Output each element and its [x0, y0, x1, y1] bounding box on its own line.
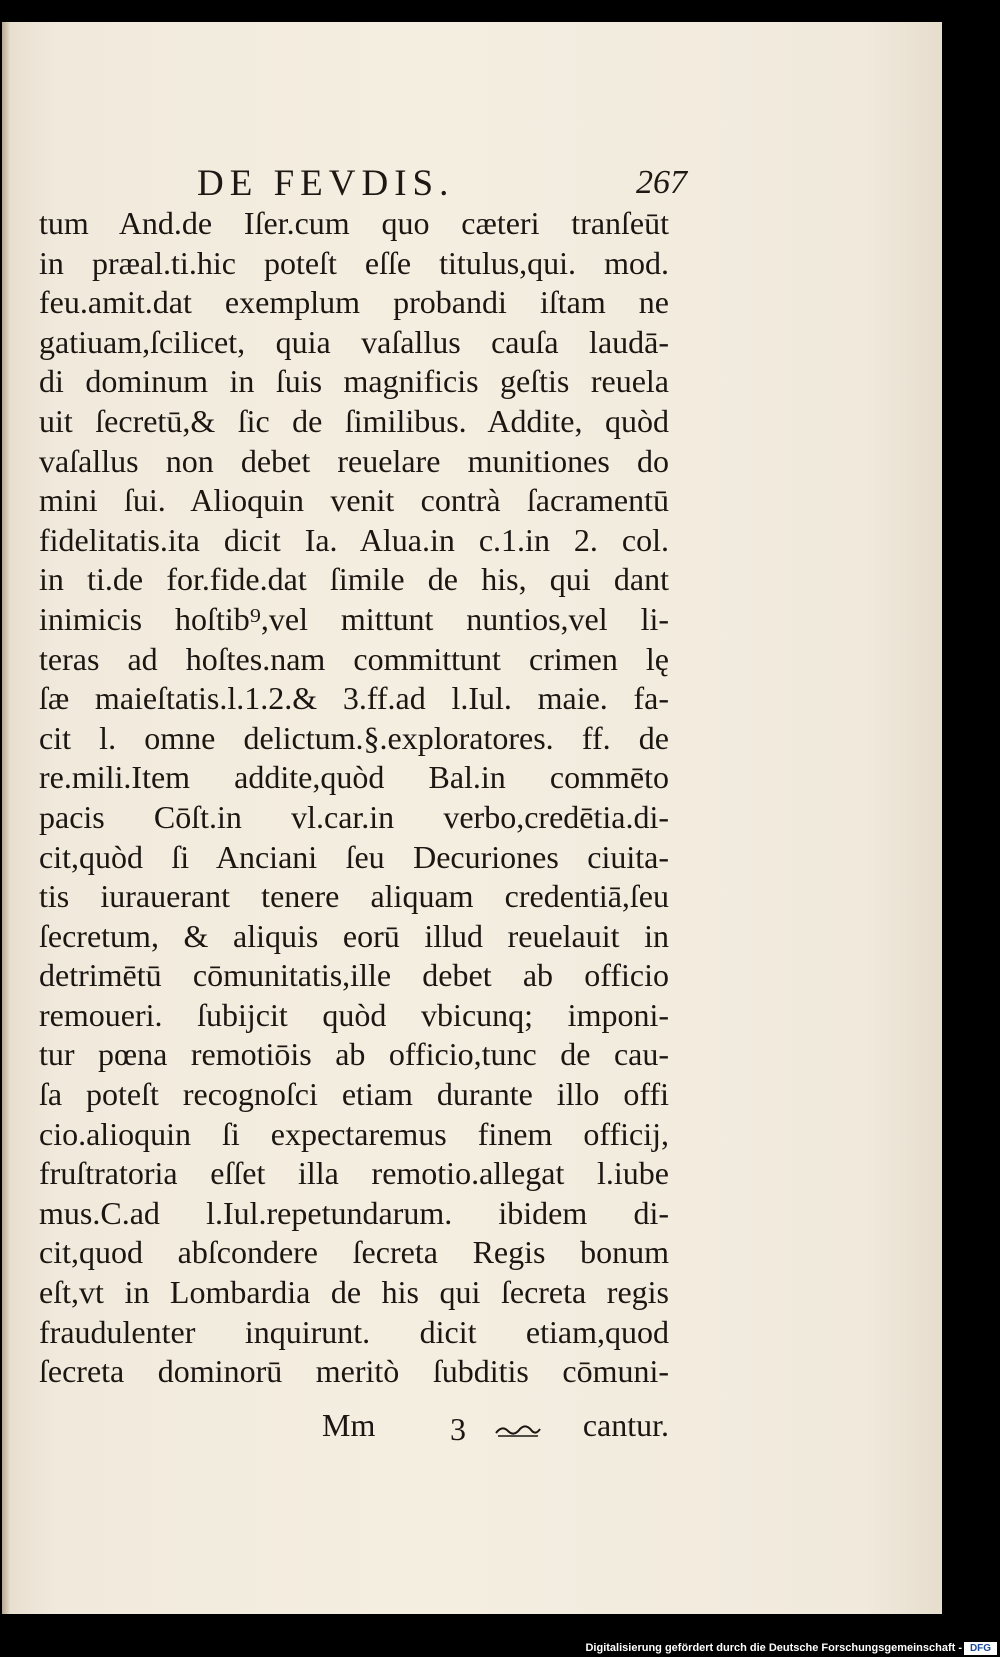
- text-line: mus.C.ad l.Iul.repetundarum. ibidem di-: [39, 1194, 669, 1231]
- text-line: ſecretum, & aliquis eorū illud reuelauit in: [39, 917, 669, 954]
- printers-ornament-icon: [494, 1423, 542, 1439]
- text-line: uit ſecretū,& ſic de ſimilibus. Addite, quòd: [39, 402, 669, 439]
- running-title: DE FEVDIS.: [197, 163, 455, 204]
- text-line: cit l. omne delictum.§.exploratores. ff. de: [39, 719, 669, 756]
- text-line: fruſtratoria eſſet illa remotio.allegat l.iube: [39, 1155, 669, 1192]
- text-line: pacis Cōſt.in vl.car.in verbo,credētia.di-: [39, 798, 669, 835]
- catchword: cantur.: [582, 1407, 669, 1443]
- page-footer: [322, 1407, 669, 1449]
- text-line: mini ſui. Alioquin venit contrà ſacramentū: [39, 482, 669, 519]
- dfg-logo: DFG: [964, 1642, 997, 1655]
- text-line: remoueri. ſubijcit quòd vbicunq; imponi-: [39, 996, 669, 1033]
- page-gutter-edge: [2, 22, 10, 1614]
- text-line: tis iurauerant tenere aliquam credentiā,ſeu: [39, 878, 669, 915]
- signature-number: 3: [450, 1411, 466, 1447]
- text-line: re.mili.Item addite,quòd Bal.in commēto: [39, 759, 669, 796]
- digitization-credit: Digitalisierung gefördert durch die Deutsche Forschungsgemeinschaft -: [585, 1642, 962, 1654]
- text-line: fraudulenter inquirunt. dicit etiam,quod: [39, 1313, 669, 1350]
- page-header: [197, 162, 687, 202]
- text-line: cit,quod abſcondere ſecreta Regis bonum: [39, 1234, 669, 1271]
- text-line: vaſallus non debet reuelare munitiones do: [39, 442, 669, 479]
- text-line: fidelitatis.ita dicit Ia. Alua.in c.1.in 2. col.: [39, 521, 669, 558]
- text-line: feu.amit.dat exemplum probandi iſtam ne: [39, 284, 669, 321]
- text-line: tur pœna remotiōis ab officio,tunc de cau-: [39, 1036, 669, 1073]
- text-line: in ti.de for.fide.dat ſimile de his, qui dant: [39, 561, 669, 598]
- book-page: [2, 22, 942, 1614]
- text-line: gatiuam,ſcilicet, quia vaſallus cauſa laudā-: [39, 323, 669, 360]
- body-text: [39, 204, 669, 1392]
- text-line: ſæ maieſtatis.l.1.2.& 3.ff.ad l.Iul. maie. fa-: [39, 680, 669, 717]
- text-line: in præal.ti.hic poteſt eſſe titulus,qui. mod.: [39, 244, 669, 281]
- text-line: cit,quòd ſi Anciani ſeu Decuriones ciuita-: [39, 838, 669, 875]
- text-line: detrimētū cōmunitatis,ille debet ab officio: [39, 957, 669, 994]
- text-line: di dominum in ſuis magnificis geſtis reuela: [39, 363, 669, 400]
- text-line: ſa poteſt recognoſci etiam durante illo offi: [39, 1076, 669, 1113]
- text-line: teras ad hoſtes.nam committunt crimen lę: [39, 640, 669, 677]
- text-line: inimicis hoſtib⁹,vel mittunt nuntios,vel li-: [39, 600, 669, 637]
- signature-mark: Mm: [322, 1407, 376, 1443]
- text-line: tum And.de Iſer.cum quo cæteri tranſeūt: [39, 205, 669, 241]
- text-line: ſecreta dominorū meritò ſubditis cōmuni-: [39, 1353, 669, 1390]
- page-number: 267: [636, 164, 687, 201]
- text-line: eſt,vt in Lombardia de his qui ſecreta regis: [39, 1274, 669, 1311]
- text-line: cio.alioquin ſi expectaremus finem officij,: [39, 1115, 669, 1152]
